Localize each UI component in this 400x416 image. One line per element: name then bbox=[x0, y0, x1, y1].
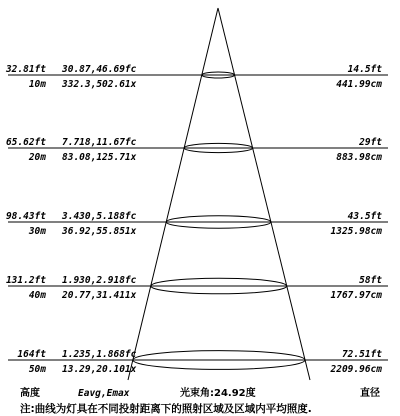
diameter-cm-label: 883.98cm bbox=[336, 152, 382, 163]
height-m-label: 20m bbox=[28, 152, 46, 163]
illuminance-lx-label: 332.3,502.61x bbox=[62, 79, 137, 90]
illuminance-fc-label: 1.930,2.918fc bbox=[62, 275, 137, 286]
diameter-ft-label: 72.51ft bbox=[341, 349, 382, 360]
diameter-cm-label: 441.99cm bbox=[336, 79, 382, 90]
height-m-label: 50m bbox=[28, 364, 46, 375]
height-m-label: 40m bbox=[28, 290, 46, 301]
illuminance-fc-label: 1.235,1.868fc bbox=[62, 349, 137, 360]
illuminance-lx-label: 13.29,20.101x bbox=[62, 364, 137, 375]
illuminance-lx-label: 20.77,31.411x bbox=[62, 290, 137, 301]
diameter-ft-label: 14.5ft bbox=[347, 64, 382, 75]
diameter-ft-label: 58ft bbox=[359, 275, 382, 286]
illuminance-fc-label: 30.87,46.69fc bbox=[62, 64, 137, 75]
illuminance-fc-label: 7.718,11.67fc bbox=[62, 137, 137, 148]
height-m-label: 10m bbox=[28, 79, 46, 90]
illuminance-lx-label: 83.08,125.71x bbox=[62, 152, 137, 163]
diameter-column-label: 直径 bbox=[360, 388, 380, 399]
beam-cone-right-edge bbox=[218, 8, 310, 380]
height-m-label: 30m bbox=[28, 226, 46, 237]
height-ft-label: 32.81ft bbox=[5, 64, 46, 75]
illuminance-fc-label: 3.430,5.188fc bbox=[62, 211, 137, 222]
height-ft-label: 131.2ft bbox=[5, 275, 46, 286]
diameter-cm-label: 1325.98cm bbox=[330, 226, 382, 237]
distance-rows bbox=[5, 64, 388, 375]
diameter-cm-label: 2209.96cm bbox=[330, 364, 382, 375]
height-ft-label: 65.62ft bbox=[5, 137, 46, 148]
diameter-ft-label: 43.5ft bbox=[347, 211, 382, 222]
height-ft-label: 164ft bbox=[17, 349, 46, 360]
height-ft-label: 98.43ft bbox=[5, 211, 46, 222]
diameter-cm-label: 1767.97cm bbox=[330, 290, 382, 301]
beam-angle-label: 光束角:24.92度 bbox=[180, 388, 256, 399]
beam-cone-left-edge bbox=[128, 8, 218, 380]
footnote: 注:曲线为灯具在不同投射距离下的照射区域及区域内平均照度. bbox=[20, 403, 312, 415]
illuminance-lx-label: 36.92,55.851x bbox=[62, 226, 137, 237]
diameter-ft-label: 29ft bbox=[359, 137, 382, 148]
height-column-label: 高度 bbox=[20, 388, 40, 399]
eavg-emax-label: Eavg,Emax bbox=[78, 388, 130, 399]
